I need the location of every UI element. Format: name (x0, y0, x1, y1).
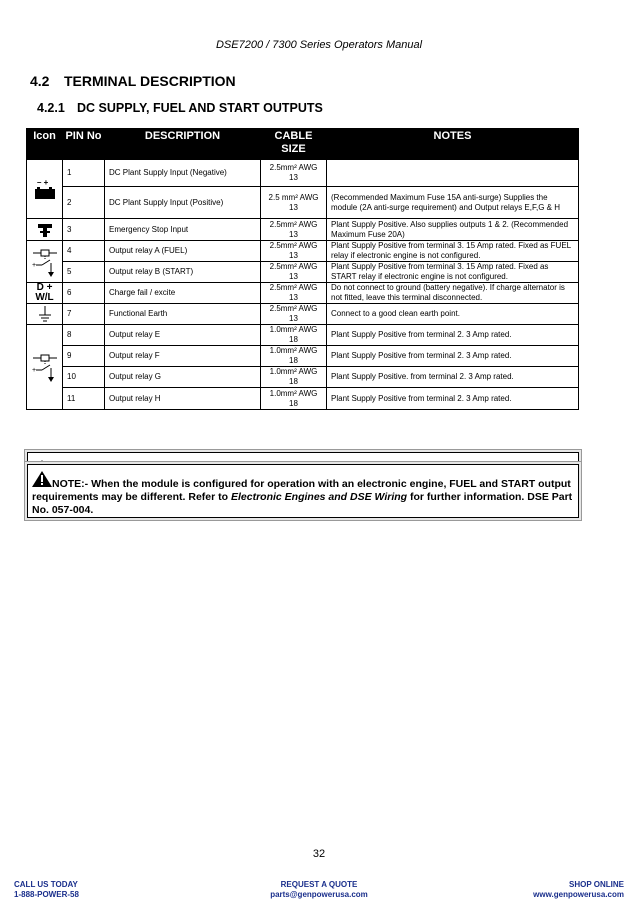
table-row (27, 304, 579, 325)
note-reference: Electronic Engines and DSE Wiring (230, 491, 408, 503)
cable-cell: 1.0mm² AWG 18 (261, 346, 327, 367)
notes-cell: Plant Supply Positive from terminal 3. 15 Amp rated. Fixed as FUEL relay if electronic engine is not configured. (327, 241, 579, 262)
note-text-end: for further information. DSE Part No. 057-004. (32, 491, 573, 516)
earth-icon (27, 304, 63, 325)
table-row (27, 283, 579, 304)
description-cell: DC Plant Supply Input (Positive) (105, 187, 261, 219)
cable-cell: 2.5mm² AWG 13 (261, 304, 327, 325)
notes-cell: Plant Supply Positive. Also supplies outputs 1 & 2. (Recommended Maximum Fuse 20A) (327, 219, 579, 241)
header-pin: PIN No (63, 129, 105, 160)
footer-phone[interactable]: 1-888-POWER-58 (14, 890, 79, 899)
pin-cell: 3 (63, 219, 105, 241)
section-heading (30, 73, 236, 89)
footer-email-link[interactable]: parts@genpowerusa.com (270, 890, 368, 899)
header-cable-size: CABLE SIZE (261, 129, 327, 160)
header-notes: NOTES (327, 129, 579, 160)
notes-cell: Plant Supply Positive. from terminal 2. 3 Amp rated. (327, 367, 579, 388)
description-cell: Output relay A (FUEL) (105, 241, 261, 262)
charge-fail-icon: D + W/L (27, 283, 63, 304)
table-row (27, 241, 579, 262)
emergency-stop-icon (27, 219, 63, 241)
subsection-title: DC SUPPLY, FUEL AND START OUTPUTS (77, 101, 323, 115)
terminal-table (26, 128, 579, 410)
notes-cell: Plant Supply Positive from terminal 2. 3 Amp rated. (327, 346, 579, 367)
footer-shop (533, 880, 624, 900)
notes-cell: Plant Supply Positive from terminal 2. 3 Amp rated. (327, 388, 579, 410)
subsection-number: 4.2.1 (37, 101, 65, 115)
description-cell: Output relay E (105, 325, 261, 346)
cable-cell: 2.5mm² AWG 13 (261, 283, 327, 304)
notes-cell: (Recommended Maximum Fuse 15A anti-surge) Supplies the module (2A anti-surge requirement) and Output relays E,F,G & H (327, 187, 579, 219)
description-cell: Output relay H (105, 388, 261, 410)
header-icon: Icon (27, 129, 63, 160)
description-cell: Output relay F (105, 346, 261, 367)
notes-cell: Do not connect to ground (battery negative). If charge alternator is not fitted, leave this terminal disconnected. (327, 283, 579, 304)
cable-cell: 2.5mm² AWG 13 (261, 262, 327, 283)
footer-shop-label: SHOP ONLINE (569, 880, 624, 889)
pin-cell: 4 (63, 241, 105, 262)
subsection-heading (37, 101, 323, 115)
page-number: 32 (312, 848, 326, 860)
pin-cell: 7 (63, 304, 105, 325)
section-title: TERMINAL DESCRIPTION (64, 73, 236, 89)
table-row (27, 388, 579, 410)
table-row (27, 346, 579, 367)
table-row (27, 367, 579, 388)
footer-quote-label: REQUEST A QUOTE (280, 880, 358, 889)
table-row (27, 325, 579, 346)
notes-cell: Plant Supply Positive from terminal 3. 15 Amp rated. Fixed as START relay if electronic engine is not configured. (327, 262, 579, 283)
relay-output-icon (27, 325, 63, 410)
notes-cell: Plant Supply Positive from terminal 2. 3 Amp rated. (327, 325, 579, 346)
pin-cell: 10 (63, 367, 105, 388)
page-header-title: DSE7200 / 7300 Series Operators Manual (215, 39, 423, 51)
table-row (27, 219, 579, 241)
notes-cell (327, 160, 579, 187)
cable-cell: 2.5mm² AWG 13 (261, 241, 327, 262)
pin-cell: 6 (63, 283, 105, 304)
section-number: 4.2 (30, 73, 50, 89)
description-cell: Charge fail / excite (105, 283, 261, 304)
pin-cell: 9 (63, 346, 105, 367)
cable-cell: 1.0mm² AWG 18 (261, 367, 327, 388)
pin-cell: 2 (63, 187, 105, 219)
cable-cell: 2.5mm² AWG 13 (261, 219, 327, 241)
cable-cell: 2.5mm² AWG 13 (261, 160, 327, 187)
footer-call-label: CALL US TODAY (14, 880, 78, 889)
cable-cell: 1.0mm² AWG 18 (261, 325, 327, 346)
table-row (27, 187, 579, 219)
table-row (27, 160, 579, 187)
footer-website-link[interactable]: www.genpowerusa.com (533, 890, 624, 899)
pin-cell: 11 (63, 388, 105, 410)
description-cell: Output relay G (105, 367, 261, 388)
description-cell: DC Plant Supply Input (Negative) (105, 160, 261, 187)
pin-cell: 8 (63, 325, 105, 346)
cable-cell: 1.0mm² AWG 18 (261, 388, 327, 410)
warning-icon (32, 471, 52, 491)
pin-cell: 5 (63, 262, 105, 283)
table-row (27, 262, 579, 283)
description-cell: Functional Earth (105, 304, 261, 325)
cable-cell: 2.5 mm² AWG 13 (261, 187, 327, 219)
relay-output-icon (27, 241, 63, 283)
table-header-row (27, 129, 579, 160)
notes-cell: Connect to a good clean earth point. (327, 304, 579, 325)
svg-text:– +: – + (36, 178, 48, 187)
note-box (27, 464, 579, 518)
battery-icon (27, 160, 63, 219)
description-cell: Emergency Stop Input (105, 219, 261, 241)
description-cell: Output relay B (START) (105, 262, 261, 283)
svg-text:+: + (32, 367, 37, 374)
pin-cell: 1 (63, 160, 105, 187)
header-description: DESCRIPTION (105, 129, 261, 160)
note-text: NOTE:- When the module is configured for operation with an electronic engine, FUEL and START output requirements may be different. Refer to (32, 478, 571, 503)
svg-text:+: + (32, 261, 37, 269)
